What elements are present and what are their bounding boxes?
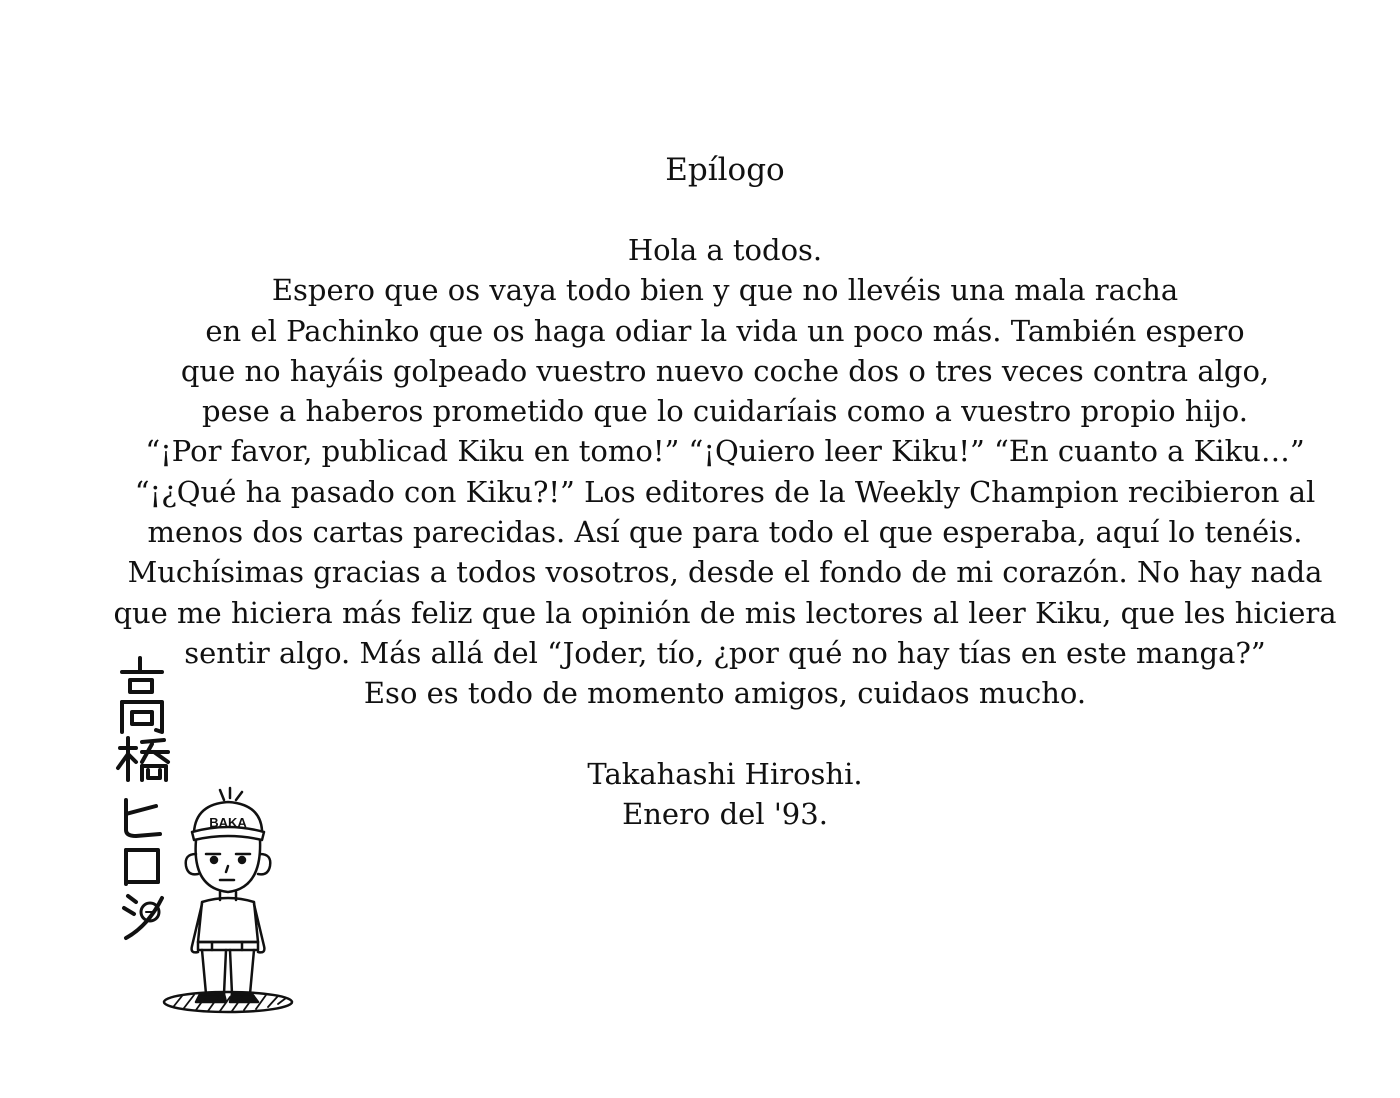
- page-title: Epílogo: [665, 152, 785, 188]
- handwritten-signature-icon: [118, 658, 168, 938]
- body-line: menos dos cartas parecidas. Así que para todo el que esperaba, aquí lo tenéis.: [147, 515, 1303, 550]
- body-line: que me hiciera más feliz que la opinión de mis lectores al leer Kiku, que les hiciera: [113, 595, 1337, 630]
- body-line: sentir algo. Más allá del “Joder, tío, ¿por qué no hay tías en este manga?”: [184, 635, 1266, 670]
- body-line: “¡¿Qué ha pasado con Kiku?!” Los editores de la Weekly Champion recibieron al: [134, 474, 1316, 509]
- body-line: pese a haberos prometido que lo cuidaríais como a vuestro propio hijo.: [202, 394, 1248, 429]
- body-line: Muchísimas gracias a todos vosotros, desde el fondo de mi corazón. No hay nada: [127, 555, 1323, 590]
- body-line: “¡Por favor, publicad Kiku en tomo!” “¡Quiero leer Kiku!” “En cuanto a Kiku…”: [145, 434, 1305, 469]
- body-line: que no hayáis golpeado vuestro nuevo coche dos o tres veces contra algo,: [180, 353, 1270, 388]
- epilogue-body: [90, 230, 1360, 714]
- author-self-portrait-icon: [112, 650, 292, 1020]
- cap-lettering: BAKA: [209, 815, 247, 830]
- author-name: Takahashi Hiroshi.: [587, 756, 863, 791]
- signature-date: Enero del '93.: [622, 796, 828, 831]
- body-line: en el Pachinko que os haga odiar la vida un poco más. También espero: [205, 313, 1245, 348]
- body-line: Espero que os vaya todo bien y que no llevéis una mala racha: [271, 273, 1179, 308]
- body-line: Eso es todo de momento amigos, cuidaos mucho.: [363, 676, 1087, 711]
- body-line: Hola a todos.: [627, 233, 823, 267]
